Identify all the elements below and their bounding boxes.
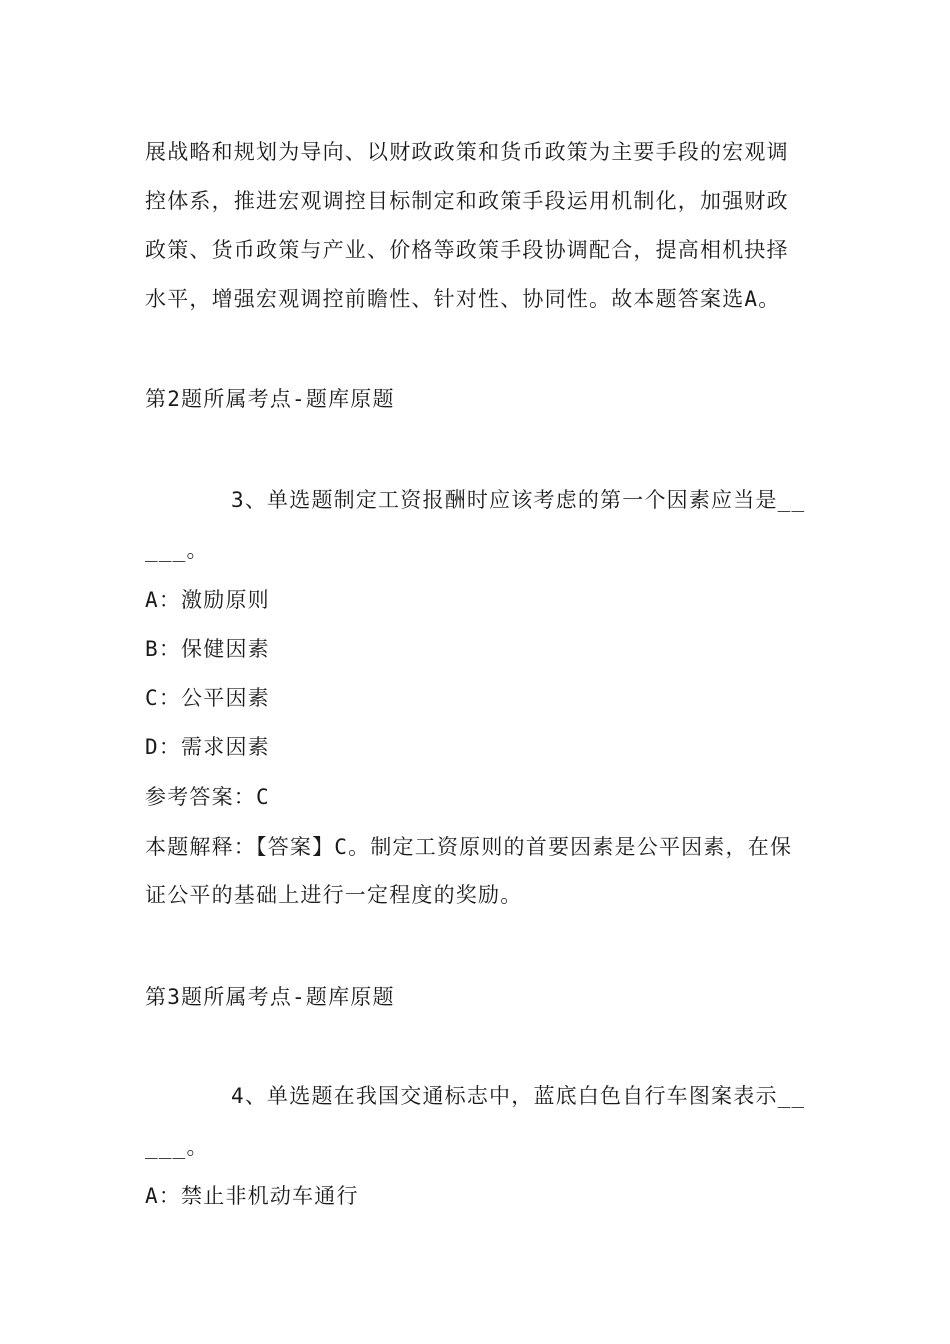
q3-explanation: 本题解释：【答案】C。制定工资原则的首要因素是公平因素，在保 (145, 835, 793, 859)
explanation-line: 水平，增强宏观调控前瞻性、针对性、协同性。故本题答案选A。 (145, 287, 781, 311)
q3-explanation-continued: 证公平的基础上进行一定程度的奖励。 (145, 883, 523, 907)
q4-stem: 4、单选题在我国交通标志中，蓝底白色自行车图案表示__ (231, 1084, 806, 1108)
explanation-line: 控体系，推进宏观调控目标制定和政策手段运用机制化，加强财政 (145, 189, 789, 213)
q3-option-b: B：保健因素 (145, 637, 270, 661)
q4-option-a: A：禁止非机动车通行 (145, 1184, 359, 1208)
q3-option-a: A：激励原则 (145, 588, 270, 612)
q2-topic-label: 第2题所属考点-题库原题 (145, 387, 395, 411)
explanation-line: 政策、货币政策与产业、价格等政策手段协调配合，提高相机抉择 (145, 238, 789, 262)
q3-answer: 参考答案：C (145, 785, 270, 809)
q3-option-c: C：公平因素 (145, 686, 270, 710)
q3-option-d: D：需求因素 (145, 735, 270, 759)
explanation-line: 展战略和规划为导向、以财政政策和货币政策为主要手段的宏观调 (145, 140, 789, 164)
q3-topic-label: 第3题所属考点-题库原题 (145, 985, 395, 1009)
q3-stem-continued: ___。 (145, 538, 209, 562)
q4-stem-continued: ___。 (145, 1135, 209, 1159)
q3-stem: 3、单选题制定工资报酬时应该考虑的第一个因素应当是__ (231, 488, 806, 512)
